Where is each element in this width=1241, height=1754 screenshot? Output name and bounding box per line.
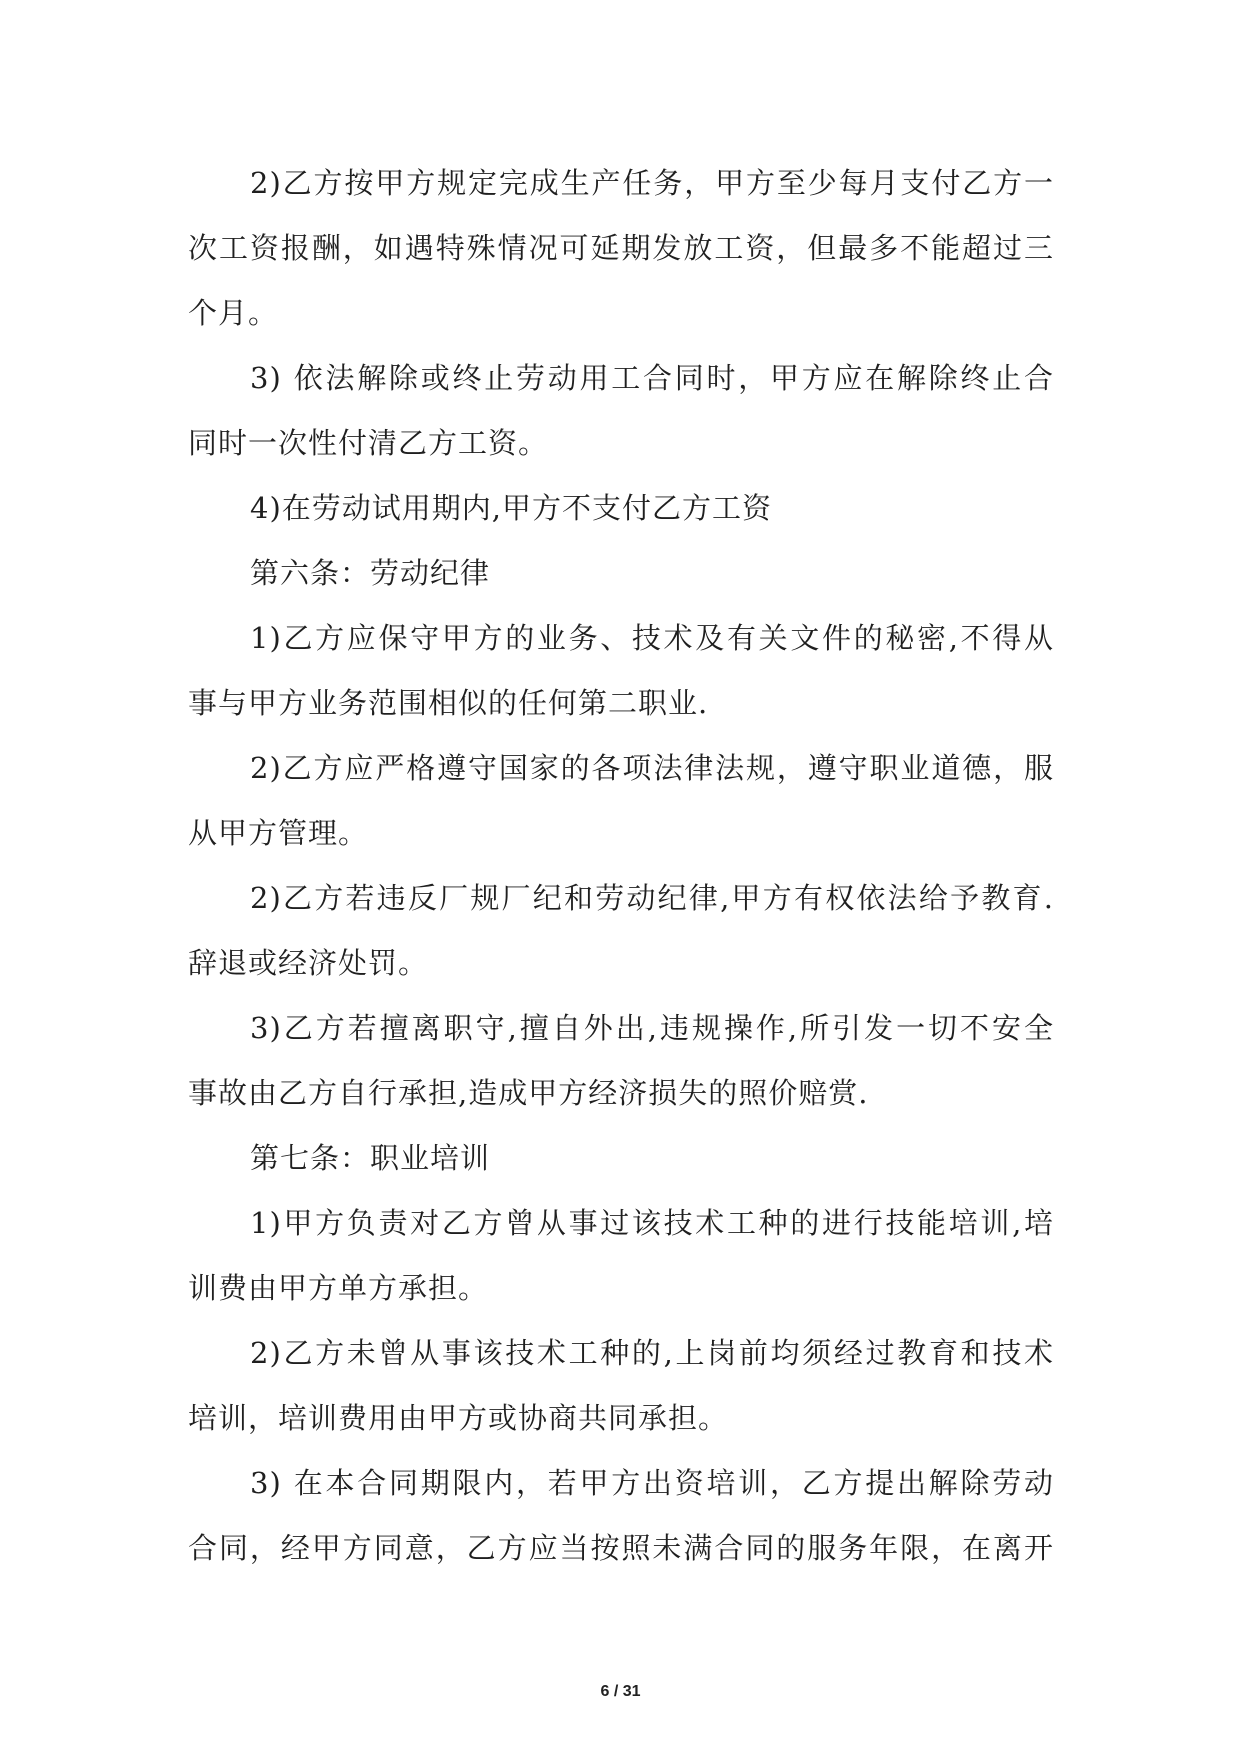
text-line: 3)乙方若擅离职守,擅自外出,违规操作,所引发一切不安全 <box>250 1011 1054 1045</box>
page-number: 6 / 31 <box>600 1683 641 1700</box>
text-line: 2)乙方若违反厂规厂纪和劳动纪律,甲方有权依法给予教育. <box>250 881 1054 915</box>
text-line: 事故由乙方自行承担,造成甲方经济损失的照价赔赏. <box>188 1076 869 1110</box>
text-line: 1)甲方负责对乙方曾从事过该技术工种的进行技能培训,培 <box>250 1206 1054 1240</box>
text-line: 合同，经甲方同意，乙方应当按照未满合同的服务年限，在离开 <box>188 1531 1054 1565</box>
text-line: 3) 在本合同期限内，若甲方出资培训，乙方提出解除劳动 <box>250 1466 1054 1500</box>
text-line: 训费由甲方单方承担。 <box>188 1271 489 1305</box>
document-body <box>188 158 1054 1588</box>
text-line: 次工资报酬，如遇特殊情况可延期发放工资，但最多不能超过三 <box>188 231 1054 265</box>
text-line: 辞退或经济处罚。 <box>188 946 429 980</box>
text-line: 1)乙方应保守甲方的业务、技术及有关文件的秘密,不得从 <box>250 621 1054 655</box>
text-line: 4)在劳动试用期内,甲方不支付乙方工资 <box>250 491 772 525</box>
text-line: 3) 依法解除或终止劳动用工合同时，甲方应在解除终止合 <box>250 361 1054 395</box>
text-line: 个月。 <box>188 296 279 330</box>
text-line: 同时一次性付清乙方工资。 <box>188 426 549 460</box>
text-line: 2)乙方应严格遵守国家的各项法律法规，遵守职业道德，服 <box>250 751 1054 785</box>
text-line: 培训，培训费用由甲方或协商共同承担。 <box>188 1401 729 1435</box>
text-line: 2)乙方按甲方规定完成生产任务，甲方至少每月支付乙方一 <box>250 166 1054 200</box>
section-heading: 第六条：劳动纪律 <box>250 556 491 590</box>
text-line: 从甲方管理。 <box>188 816 369 850</box>
text-line: 事与甲方业务范围相似的任何第二职业. <box>188 686 709 720</box>
text-line: 2)乙方未曾从事该技术工种的,上岗前均须经过教育和技术 <box>250 1336 1054 1370</box>
section-heading: 第七条：职业培训 <box>250 1141 491 1175</box>
